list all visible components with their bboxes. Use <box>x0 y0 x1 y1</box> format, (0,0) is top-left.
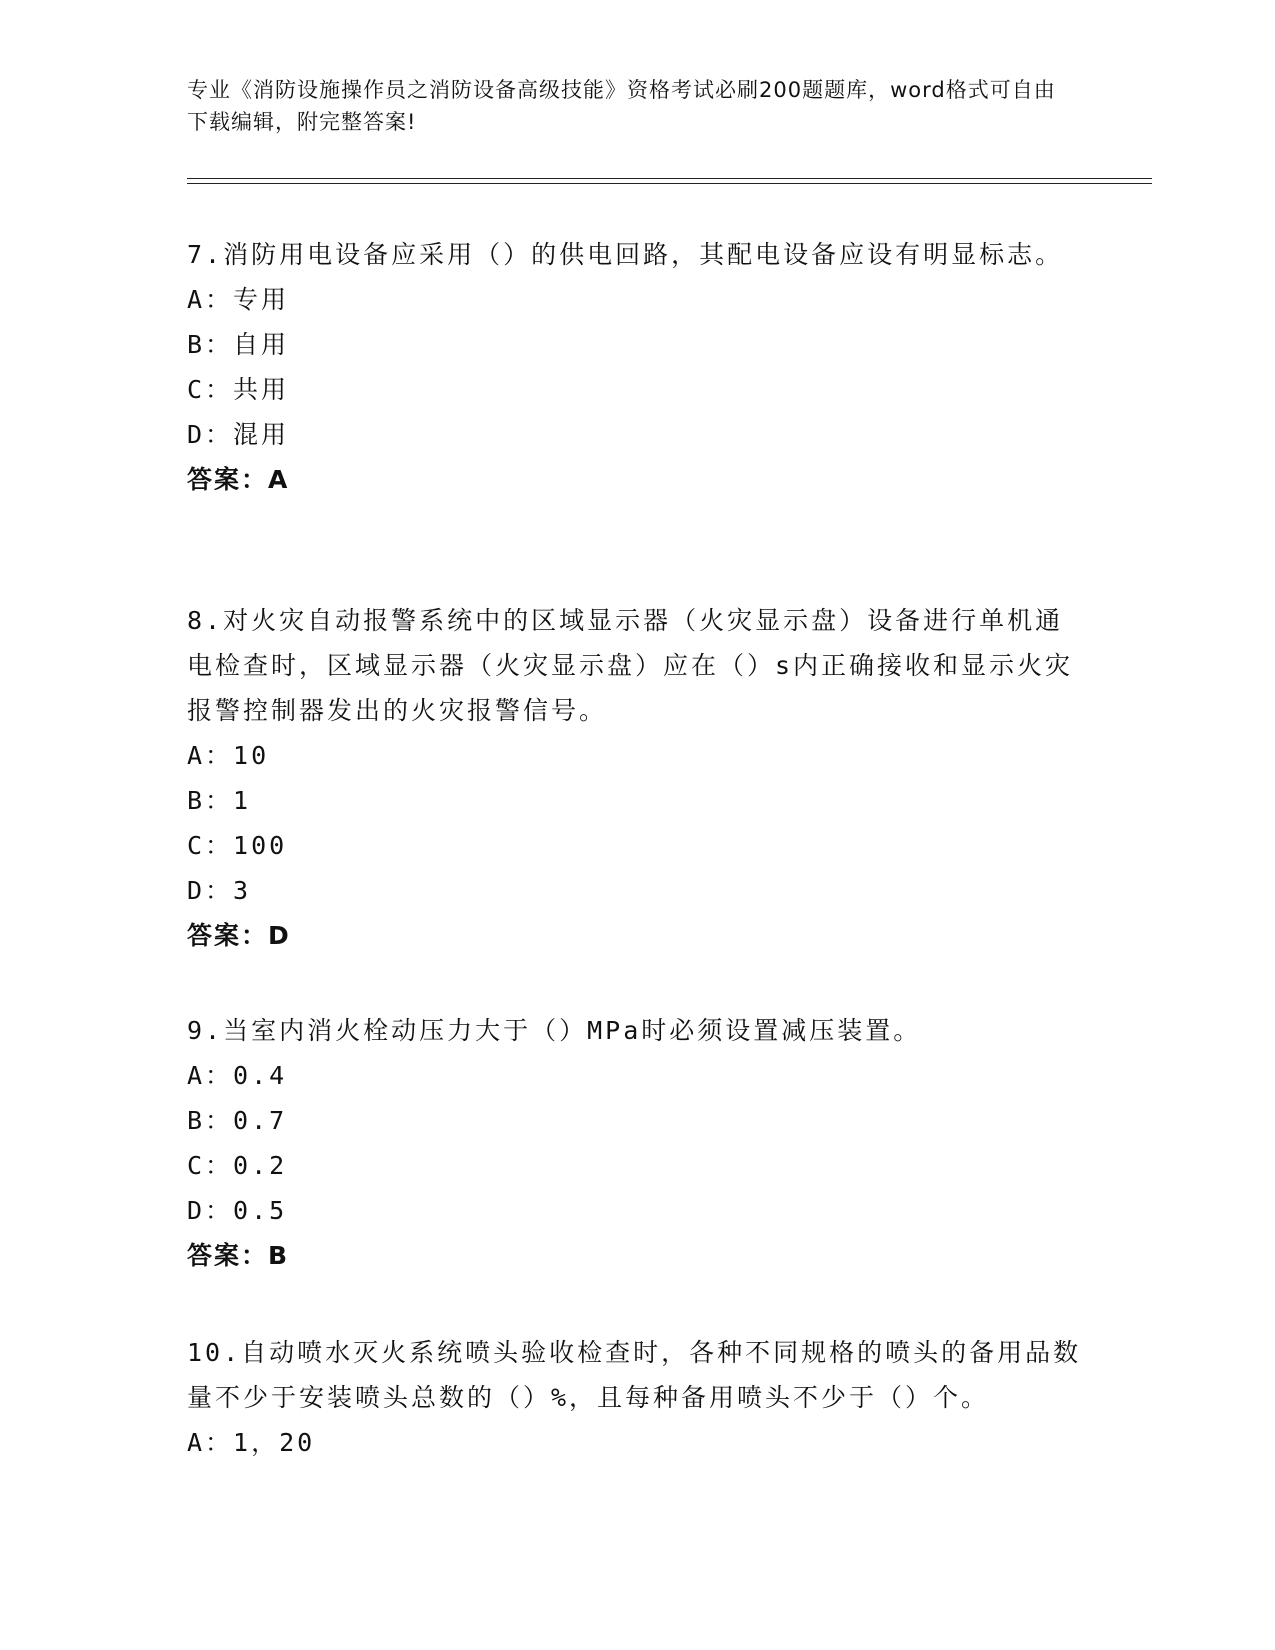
header-divider-bottom <box>187 183 1152 184</box>
question-7 <box>187 232 1087 502</box>
option-b: B：0.7 <box>187 1106 288 1135</box>
answer: 答案：B <box>187 1241 290 1270</box>
option-d: D：0.5 <box>187 1196 288 1225</box>
question-8 <box>187 598 1087 958</box>
option-a: A：专用 <box>187 285 290 314</box>
option-d: D：混用 <box>187 420 290 449</box>
option-a: A：1，20 <box>187 1428 316 1457</box>
option-b: B：1 <box>187 786 252 815</box>
document-header: 专业《消防设施操作员之消防设备高级技能》资格考试必刷200题题库，word格式可自由下载编辑，附完整答案! <box>187 78 1056 134</box>
answer: 答案：D <box>187 921 291 950</box>
question-10 <box>187 1330 1087 1465</box>
header-divider-top <box>187 178 1152 179</box>
option-a: A：0.4 <box>187 1061 288 1090</box>
question-stem: 10.自动喷水灭火系统喷头验收检查时，各种不同规格的喷头的备用品数量不少于安装喷头总数的（）%，且每种备用喷头不少于（）个。 <box>187 1338 1082 1412</box>
option-c: C：100 <box>187 831 288 860</box>
option-a: A：10 <box>187 741 270 770</box>
option-d: D：3 <box>187 876 252 905</box>
answer: 答案：A <box>187 465 290 494</box>
question-9 <box>187 1008 1087 1278</box>
question-stem: 7.消防用电设备应采用（）的供电回路，其配电设备应设有明显标志。 <box>187 240 1064 269</box>
option-c: C：0.2 <box>187 1151 288 1180</box>
question-stem: 9.当室内消火栓动压力大于（）MPa时必须设置减压装置。 <box>187 1016 922 1045</box>
option-c: C：共用 <box>187 375 290 404</box>
question-stem: 8.对火灾自动报警系统中的区域显示器（火灾显示盘）设备进行单机通电检查时，区域显示器（火灾显示盘）应在（）s内正确接收和显示火灾报警控制器发出的火灾报警信号。 <box>187 606 1074 725</box>
option-b: B：自用 <box>187 330 290 359</box>
